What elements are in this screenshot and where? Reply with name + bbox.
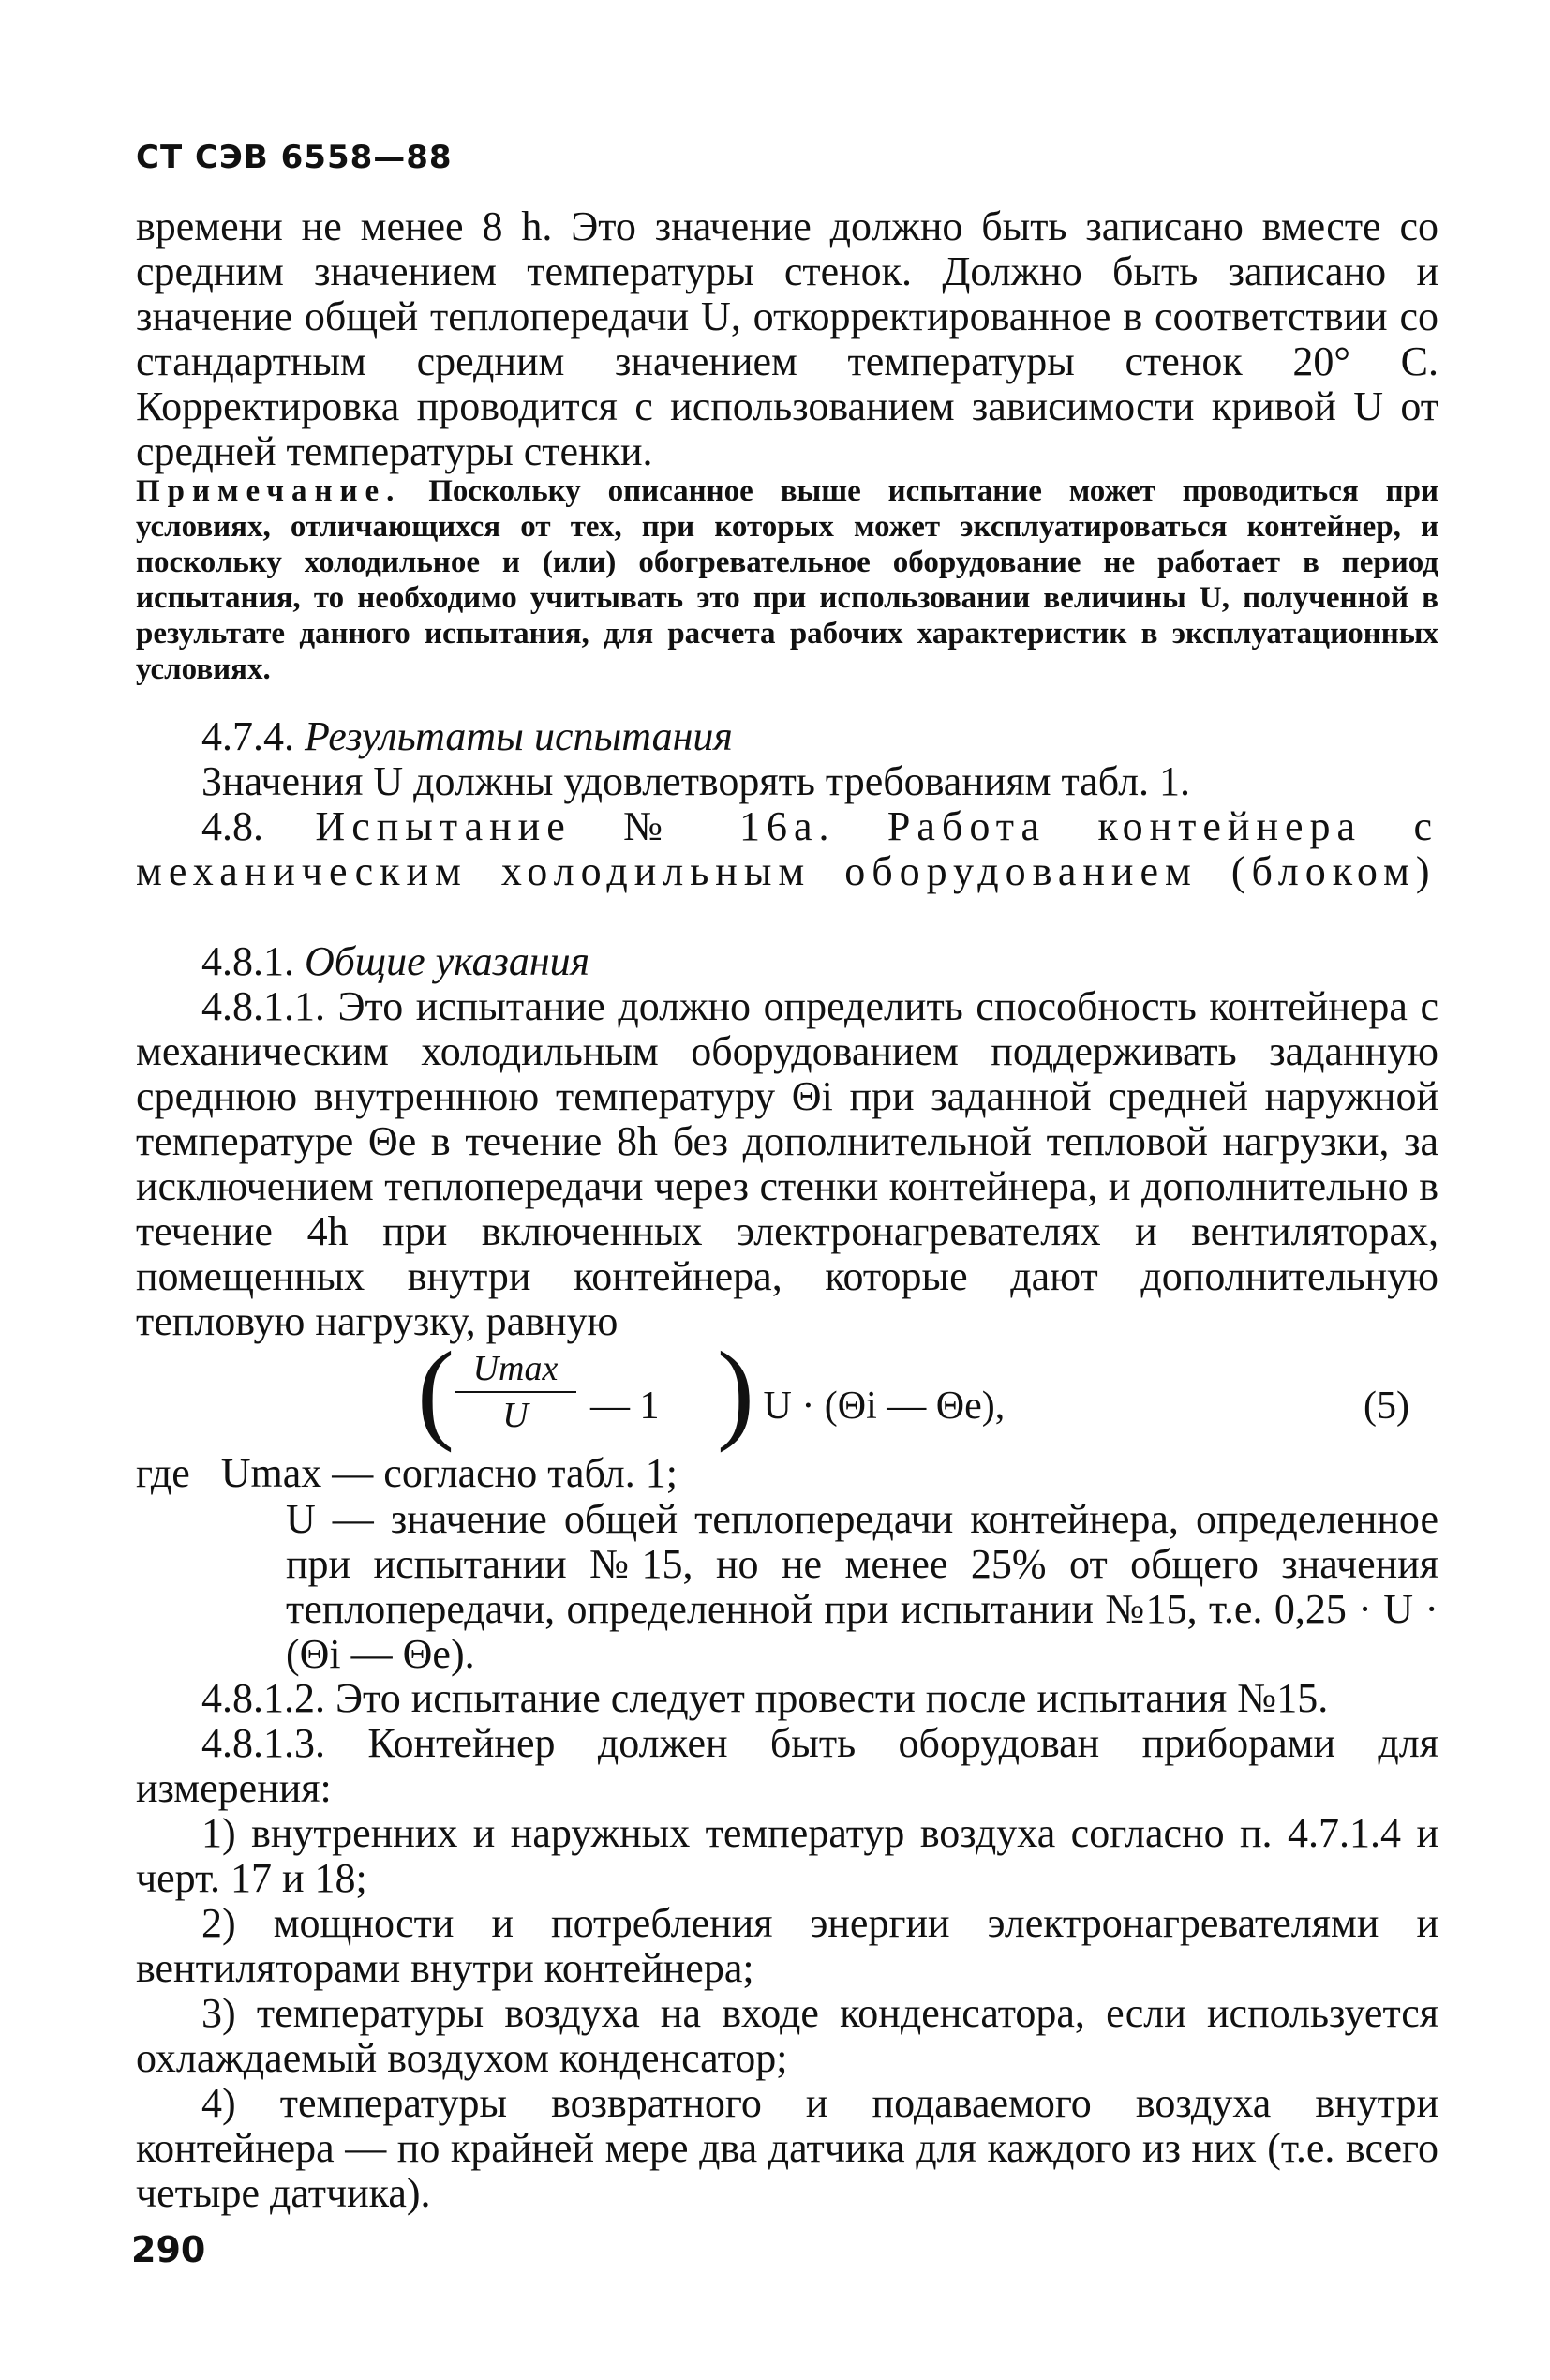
section-4-8-heading <box>136 804 1438 894</box>
fraction-bar <box>455 1391 576 1393</box>
note-block <box>136 473 1438 687</box>
fraction <box>455 1348 576 1436</box>
list-item-1: 1) внутренних и наружных температур воздуха согласно п. 4.7.1.4 и черт. 17 и 18; <box>136 1810 1438 1901</box>
where-line <box>136 1451 678 1496</box>
umax-definition: Umax — согласно табл. 1; <box>220 1450 678 1496</box>
list-item-4: 4) температуры возвратного и подаваемого воздуха внутри контейнера — по крайней мере два датчика для каждого из них (т.е. всего четыре датчика). <box>136 2080 1438 2216</box>
note-label: Примечание. <box>136 474 402 508</box>
section-4-8-1-2: 4.8.1.2. Это испытание следует провести после испытания №15. <box>201 1675 1329 1721</box>
note-text: Поскольку описанное выше испытание может проводиться при условиях, отличающихся от тех, при которых может эксплуатироваться контейнер, и поскольку холодильное и (или) обогревательное оборудование не работает в период испытания, то необходимо учитывать это при использовании величины U, полученной в результате данного испытания, для расчета рабочих характеристик в эксплуатационных условиях. <box>136 474 1438 686</box>
section-title: Общие указания <box>305 938 590 984</box>
section-number: 4.8. <box>201 803 263 849</box>
document-header: СТ СЭВ 6558—88 <box>136 139 453 176</box>
page-number: 290 <box>131 2229 206 2270</box>
minus-one: — 1 <box>590 1385 660 1428</box>
paragraph-continuation: времени не менее 8 h. Это значение должно быть записано вместе со средним значением температуры стенок. Должно быть записано и значение общей теплопередачи U, откорректированное в соответствии со стандартным средним значением температуры стенок 20° С. Корректировка проводится с использованием зависимости кривой U от средней температуры стенки. <box>136 203 1438 474</box>
section-4-8-1-1-text: 4.8.1.1. Это испытание должно определить способность контейнера с механическим холодильным оборудованием поддерживать заданную среднюю внутреннюю температуру Θi при заданной средней наружной температуре Θe в течение 8h без дополнительной тепловой нагрузки, за исключением теплопередачи через стенки контейнера, и дополнительно в течение 4h при включенных электронагревателях и вентиляторах, помещенных внутри контейнера, которые дают дополнительную тепловую нагрузку, равную <box>136 983 1438 1344</box>
formula-rest: · U · (Θi — Θe), <box>740 1385 1006 1428</box>
u-definition: U — значение общей теплопередачи контейнера, определенное при испытании №15, но не менее 25% от общего значения теплопередачи, определенной при испытании №15, т.е. 0,25 · U · (Θi — Θe). <box>286 1496 1438 1677</box>
equation-number: (5) <box>1364 1385 1409 1428</box>
list-item-2: 2) мощности и потребления энергии электронагревателями и вентиляторами внутри контейнера; <box>136 1900 1438 1991</box>
section-title: Результаты испытания <box>305 713 733 759</box>
section-number: 4.8.1. <box>201 938 294 984</box>
section-4-7-4-text: Значения U должны удовлетворять требованиям табл. 1. <box>201 758 1191 804</box>
right-paren: ) <box>717 1328 754 1453</box>
section-4-8-1-3: 4.8.1.3. Контейнер должен быть оборудован приборами для измерения: <box>136 1720 1438 1811</box>
list-item-3: 3) температуры воздуха на входе конденсатора, если используется охлаждаемый воздухом конденсатор; <box>136 1990 1438 2081</box>
section-4-7-4-heading <box>136 714 1438 759</box>
section-title: Испытание № 16а. Работа контейнера с механическим холодильным оборудованием (блоком) <box>136 803 1438 894</box>
denominator: U <box>502 1396 529 1435</box>
section-number: 4.7.4. <box>201 713 294 759</box>
where-label: где <box>136 1450 190 1496</box>
numerator: Umax <box>472 1349 559 1388</box>
section-4-8-1-heading <box>136 939 1438 984</box>
left-paren: ( <box>417 1328 455 1453</box>
formula-5 <box>417 1328 1438 1453</box>
